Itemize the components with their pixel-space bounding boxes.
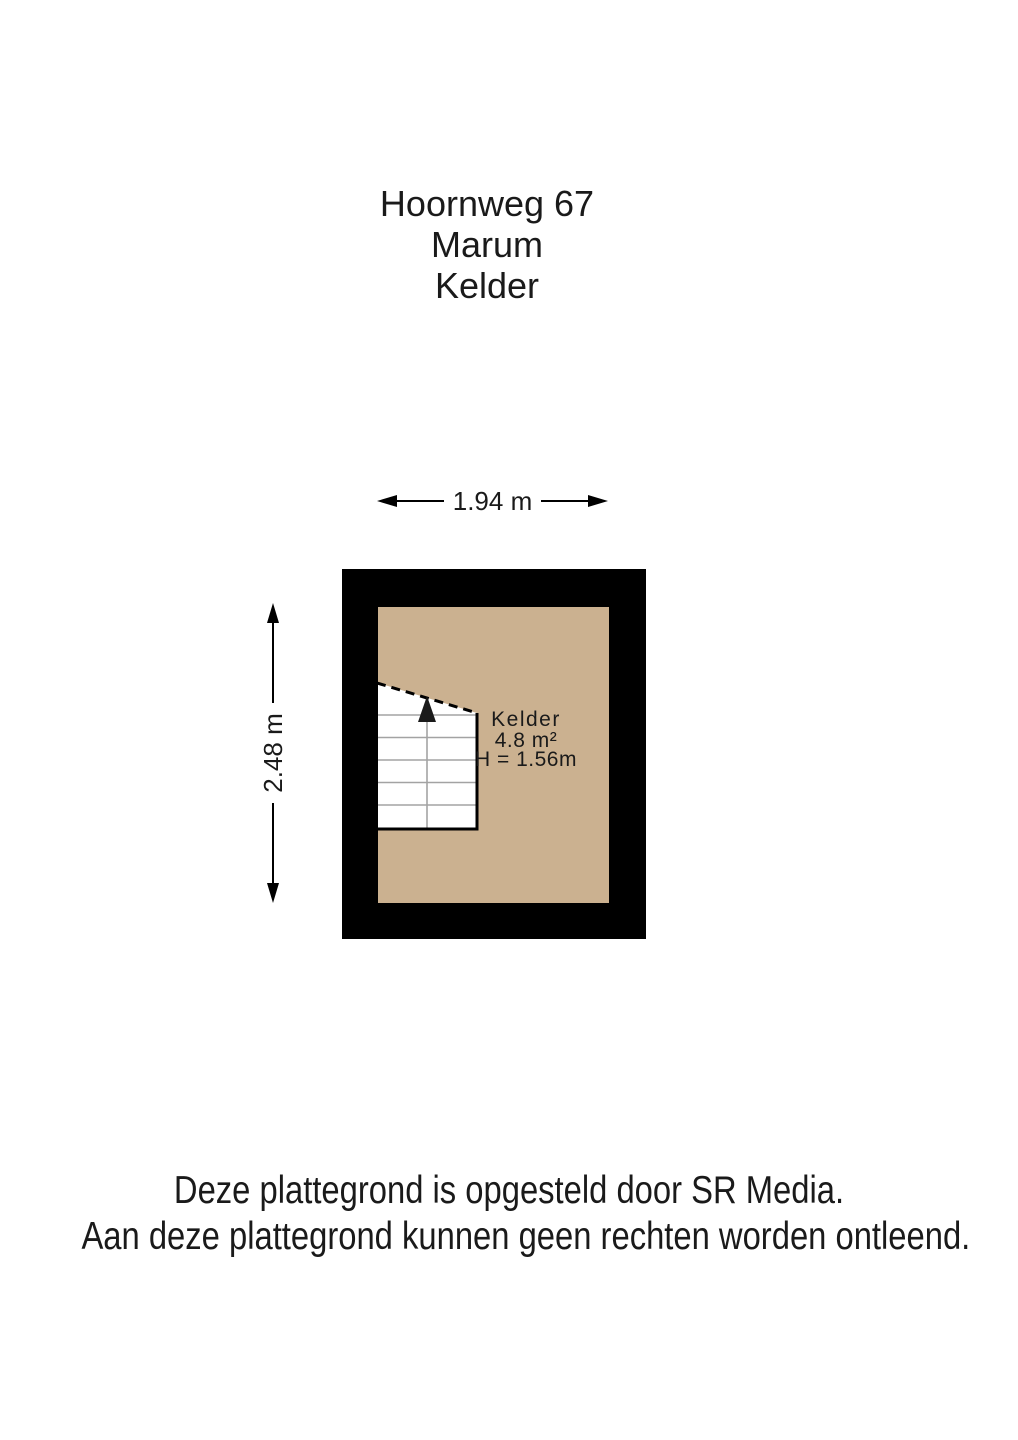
title-address: Hoornweg 67 xyxy=(379,183,595,224)
dimension-line xyxy=(397,500,444,502)
dimension-width xyxy=(377,486,608,516)
title-floor: Kelder xyxy=(434,265,540,306)
dimension-line xyxy=(272,623,274,703)
dimension-height-label-wrap xyxy=(256,703,290,803)
footer-line-2: Aan deze plattegrond kunnen geen rechten worden ontleend. xyxy=(81,1215,971,1258)
arrow-down-icon xyxy=(267,883,279,903)
dimension-width-label: 1.94 m xyxy=(452,486,533,516)
footer-line-1: Deze plattegrond is opgesteld door SR Media. xyxy=(173,1169,845,1212)
arrow-up-icon xyxy=(267,603,279,623)
title-city: Marum xyxy=(430,224,543,265)
room-area: 4.8 m² xyxy=(494,729,558,752)
dimension-height-label: 2.48 m xyxy=(258,713,288,793)
arrow-right-icon xyxy=(588,495,608,507)
page-title xyxy=(287,183,687,306)
footer-disclaimer xyxy=(0,1168,1018,1260)
room-name: Kelder xyxy=(491,708,561,731)
dimension-height xyxy=(256,603,290,903)
room-ceiling-height: H = 1.56m xyxy=(475,748,577,771)
arrow-left-icon xyxy=(377,495,397,507)
dimension-line xyxy=(272,803,274,883)
room-label xyxy=(446,709,606,769)
dimension-line xyxy=(541,500,588,502)
